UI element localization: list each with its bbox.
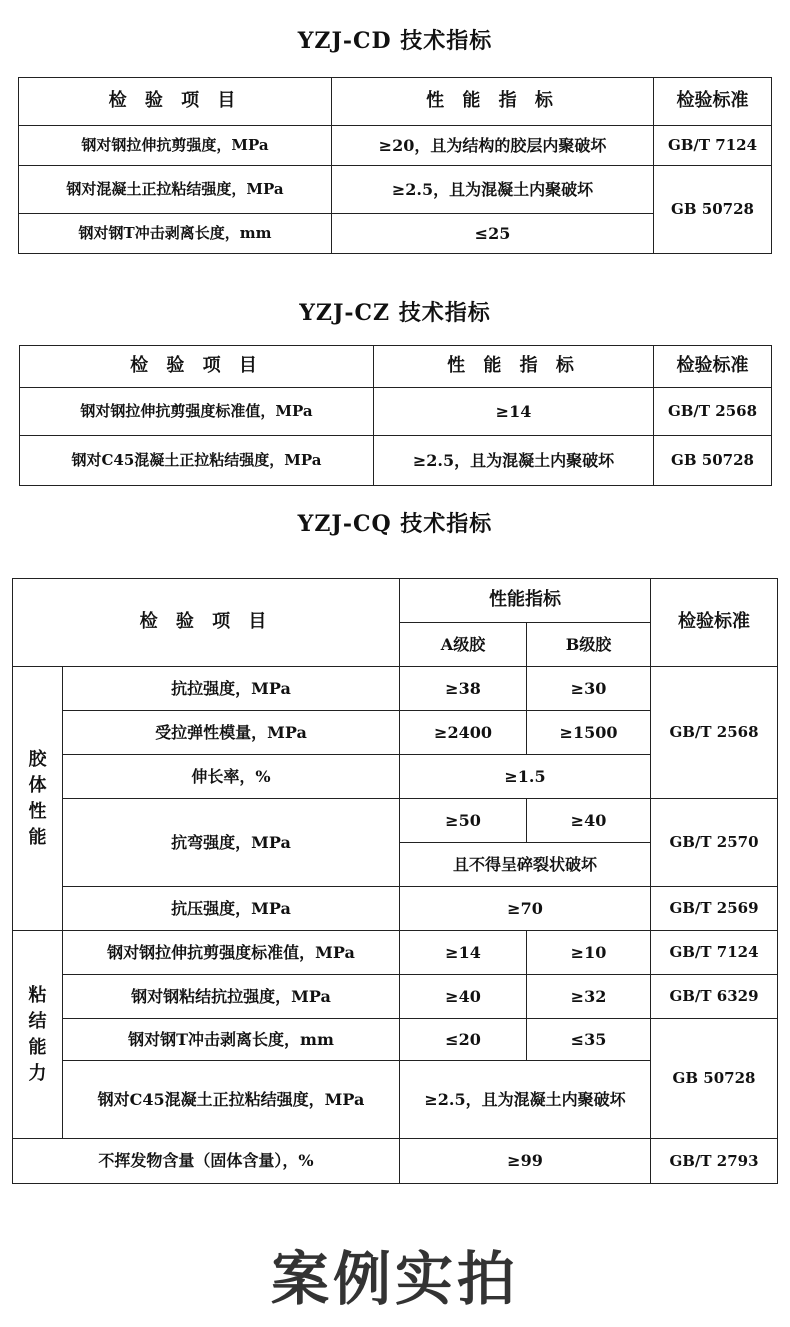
table1-title: YZJ-CD 技术指标: [297, 28, 493, 54]
t3-r2-b: ≥1500: [527, 711, 651, 755]
t1-header-value: 性 能 指 标: [332, 78, 654, 126]
t3-r6-item: 钢对钢拉伸抗剪强度标准值，MPa: [63, 931, 400, 975]
t3-r2-a: ≥2400: [400, 711, 527, 755]
t1-row2-value: ≥2.5，且为混凝土内聚破坏: [332, 166, 654, 214]
t3-group2-text: 粘结能力: [28, 984, 47, 1084]
t2-header-std: 检验标准: [654, 346, 772, 388]
t3-r4-note: 且不得呈碎裂状破坏: [400, 843, 651, 887]
t3-group2-label: [13, 931, 63, 1139]
t1-row1-std: GB/T 7124: [654, 126, 772, 166]
t3-r8-b: ≤35: [527, 1019, 651, 1061]
t3-r10-std: GB/T 2793: [651, 1139, 778, 1184]
table1: [18, 77, 772, 254]
t3-r4-std: GB/T 2570: [651, 799, 778, 887]
t3-r5-item: 抗压强度，MPa: [63, 887, 400, 931]
t2-row1-item: 钢对钢拉伸抗剪强度标准值，MPa: [20, 388, 374, 436]
t3-r8-std: GB 50728: [651, 1019, 778, 1139]
t3-r8-a: ≤20: [400, 1019, 527, 1061]
t3-r6-std: GB/T 7124: [651, 931, 778, 975]
t3-r1-b: ≥30: [527, 667, 651, 711]
t3-header-perf: 性能指标: [400, 579, 651, 623]
t2-header-value: 性 能 指 标: [374, 346, 654, 388]
t1-row3-value: ≤25: [332, 214, 654, 254]
t3-r9-ab: ≥2.5，且为混凝土内聚破坏: [400, 1061, 651, 1139]
t3-r10-ab: ≥99: [400, 1139, 651, 1184]
t3-r6-a: ≥14: [400, 931, 527, 975]
t1-header-std: 检验标准: [654, 78, 772, 126]
t2-row2-item: 钢对C45混凝土正拉粘结强度，MPa: [20, 436, 374, 486]
t3-r7-b: ≥32: [527, 975, 651, 1019]
t3-group1-text: 胶体性能: [28, 748, 47, 848]
t3-r6-b: ≥10: [527, 931, 651, 975]
t3-r5-std: GB/T 2569: [651, 887, 778, 931]
t3-r4-item: 抗弯强度，MPa: [63, 799, 400, 887]
t3-r3-item: 伸长率，%: [63, 755, 400, 799]
t3-r7-item: 钢对钢粘结抗拉强度，MPa: [63, 975, 400, 1019]
t2-header-item: 检 验 项 目: [20, 346, 374, 388]
t3-r8-item: 钢对钢T冲击剥离长度，mm: [63, 1019, 400, 1061]
t1-row1-item: 钢对钢拉伸抗剪强度，MPa: [19, 126, 332, 166]
t1-header-item: 检 验 项 目: [19, 78, 332, 126]
t1-row2-std: GB 50728: [654, 166, 772, 254]
t3-header-grade-a: A级胶: [400, 623, 527, 667]
table3-title: YZJ-CQ 技术指标: [297, 511, 493, 537]
t3-header-item: 检 验 项 目: [13, 579, 400, 667]
t3-r2-item: 受拉弹性模量，MPa: [63, 711, 400, 755]
table3: [12, 578, 778, 1184]
t3-r3-ab: ≥1.5: [400, 755, 651, 799]
table2: [19, 345, 772, 486]
t2-row1-std: GB/T 2568: [654, 388, 772, 436]
t3-group1-label: [13, 667, 63, 931]
t3-r1-item: 抗拉强度，MPa: [63, 667, 400, 711]
t1-row1-value: ≥20，且为结构的胶层内聚破坏: [332, 126, 654, 166]
footer-caption: 案例实拍: [270, 1245, 519, 1313]
t3-r1-std: GB/T 2568: [651, 667, 778, 799]
t2-row2-value: ≥2.5，且为混凝土内聚破坏: [374, 436, 654, 486]
t3-r4-a: ≥50: [400, 799, 527, 843]
t3-r9-item: 钢对C45混凝土正拉粘结强度，MPa: [63, 1061, 400, 1139]
t3-r5-ab: ≥70: [400, 887, 651, 931]
t3-r7-std: GB/T 6329: [651, 975, 778, 1019]
t3-r1-a: ≥38: [400, 667, 527, 711]
t3-r4-b: ≥40: [527, 799, 651, 843]
t2-row1-value: ≥14: [374, 388, 654, 436]
t3-r7-a: ≥40: [400, 975, 527, 1019]
t3-header-std: 检验标准: [651, 579, 778, 667]
t1-row3-item: 钢对钢T冲击剥离长度，mm: [19, 214, 332, 254]
table2-title: YZJ-CZ 技术指标: [299, 300, 491, 326]
t3-r10-item: 不挥发物含量（固体含量），%: [13, 1139, 400, 1184]
t1-row2-item: 钢对混凝土正拉粘结强度，MPa: [19, 166, 332, 214]
t2-row2-std: GB 50728: [654, 436, 772, 486]
t3-header-grade-b: B级胶: [527, 623, 651, 667]
